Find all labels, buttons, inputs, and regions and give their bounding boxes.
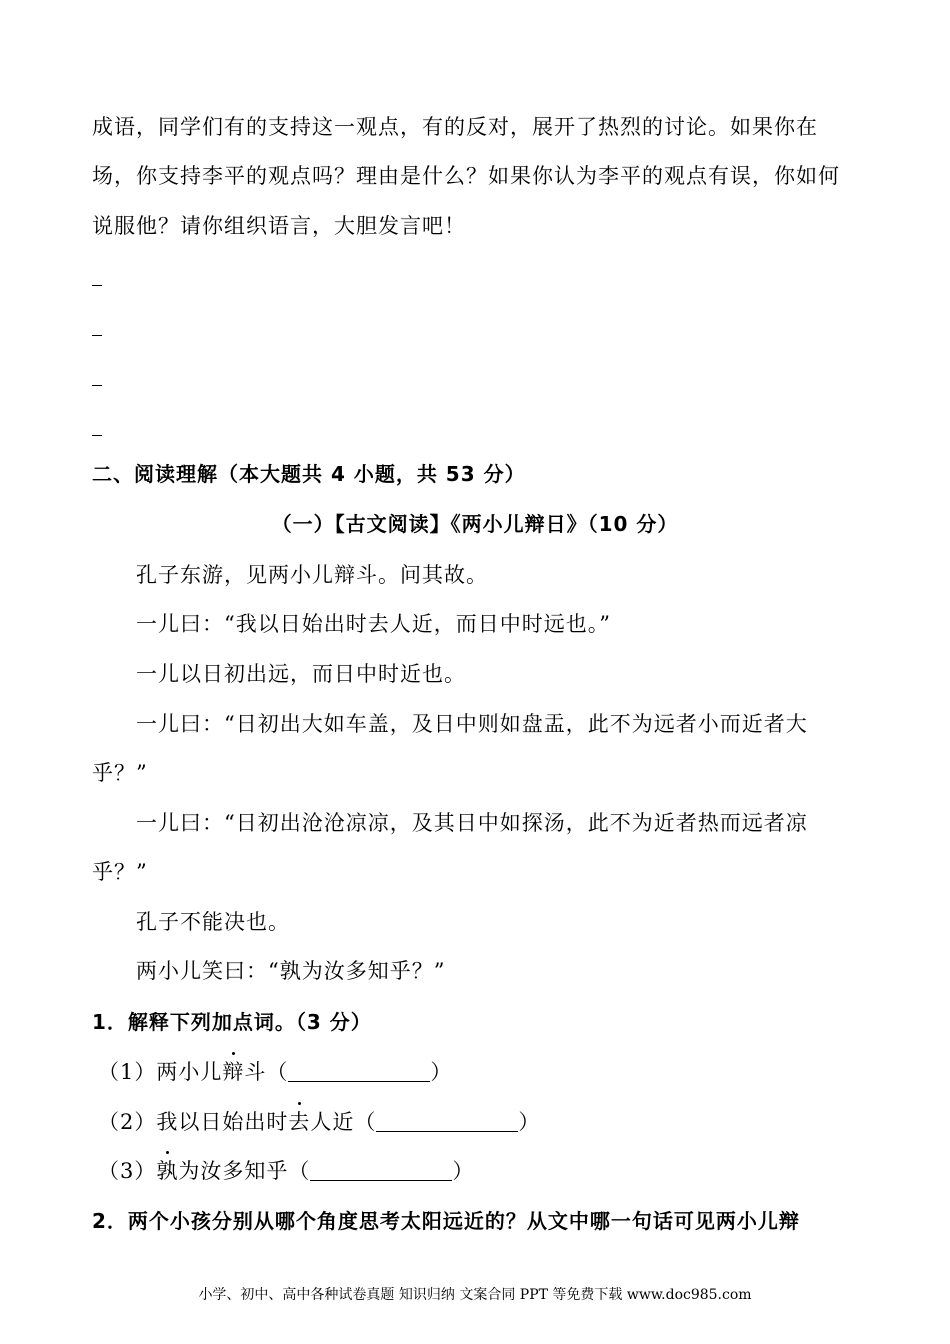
passage-paragraph-2: 一儿曰：“我以日始出时去人近，而日中时远也。” <box>136 612 611 636</box>
page-footer: 小学、初中、高中各种试卷真题 知识归纳 文案合同 PPT 等免费下载 www.doc985.com <box>198 1287 752 1303</box>
passage-paragraph-5-cont: 乎？” <box>92 860 148 884</box>
item-close-paren: ） <box>518 1110 541 1134</box>
answer-blank-1[interactable] <box>92 285 102 286</box>
item-number: （2） <box>98 1110 157 1134</box>
question-1-title: 1．解释下列加点词。（3 分） <box>92 1010 372 1034</box>
passage-paragraph-6: 孔子不能决也。 <box>136 910 290 934</box>
dotted-word: 去 <box>288 1110 311 1134</box>
item-number: （1） <box>98 1060 157 1084</box>
passage-paragraph-4-cont: 乎？” <box>92 761 148 785</box>
question-1-item-2 <box>98 1108 540 1136</box>
item-text-before: 我以日始出时 <box>156 1110 289 1134</box>
answer-blank-2[interactable] <box>92 335 102 336</box>
answer-blank[interactable] <box>288 1061 430 1082</box>
answer-blank[interactable] <box>376 1111 518 1132</box>
question-2-title: 2．两个小孩分别从哪个角度思考太阳远近的？从文中哪一句话可见两小儿辩 <box>92 1209 800 1233</box>
item-text-after: 斗（ <box>244 1060 289 1084</box>
question-1-item-1 <box>98 1058 452 1086</box>
passage-paragraph-7: 两小儿笑曰：“孰为汝多知乎？” <box>136 959 446 983</box>
passage-title: （一）【古文阅读】《两小儿辩日》（10 分） <box>271 512 679 536</box>
item-text-after: 人近（ <box>310 1110 377 1134</box>
dotted-word: 辩 <box>222 1060 245 1084</box>
passage-paragraph-1: 孔子东游，见两小儿辩斗。问其故。 <box>136 563 488 587</box>
item-close-paren: ） <box>452 1159 475 1183</box>
item-number: （3） <box>98 1159 157 1183</box>
intro-line-3: 说服他？请你组织语言，大胆发言吧！ <box>92 214 466 238</box>
dotted-word: 孰 <box>156 1159 179 1183</box>
intro-line-1: 成语，同学们有的支持这一观点，有的反对，展开了热烈的讨论。如果你在 <box>92 115 818 139</box>
answer-blank-3[interactable] <box>92 385 102 386</box>
answer-blank[interactable] <box>310 1160 452 1181</box>
passage-paragraph-3: 一儿以日初出远，而日中时近也。 <box>136 662 466 686</box>
answer-blank-4[interactable] <box>92 435 102 436</box>
item-text-after: 为汝多知乎（ <box>178 1159 311 1183</box>
section-heading: 二、阅读理解（本大题共 4 小题，共 53 分） <box>92 462 526 486</box>
item-close-paren: ） <box>430 1060 453 1084</box>
passage-paragraph-4: 一儿曰：“日初出大如车盖，及日中则如盘盂，此不为远者小而近者大 <box>136 712 808 736</box>
intro-line-2: 场，你支持李平的观点吗？理由是什么？如果你认为李平的观点有误，你如何 <box>92 164 840 188</box>
passage-paragraph-5: 一儿曰：“日初出沧沧凉凉，及其日中如探汤，此不为近者热而远者凉 <box>136 811 808 835</box>
item-text-before: 两小儿 <box>156 1060 223 1084</box>
question-1-item-3 <box>98 1157 474 1185</box>
